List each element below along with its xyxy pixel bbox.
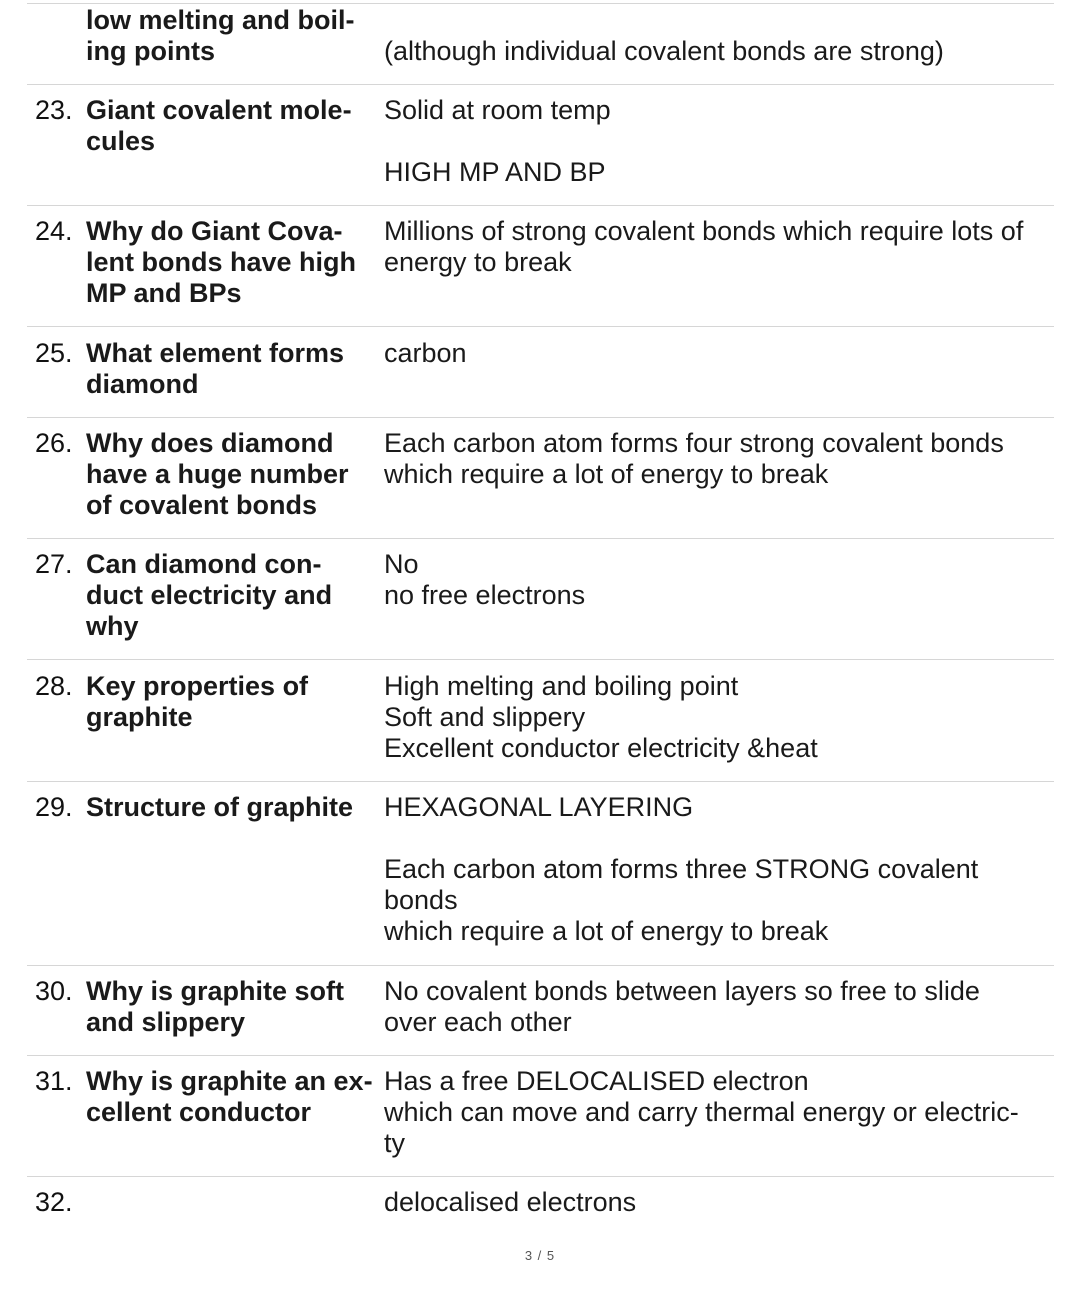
- definition-text: Each carbon atom forms four strong covalent bonds which require a lot of energy to break: [384, 428, 1004, 489]
- top-divider: [27, 3, 1054, 4]
- flashcard-row: [27, 792, 1054, 966]
- flashcard-row: [27, 5, 1054, 85]
- row-number: 27.: [35, 549, 73, 579]
- term-text: Key properties of graphite: [86, 671, 309, 732]
- term-text: low melting and boil- ing points: [86, 5, 355, 66]
- flashcard-row: [27, 1187, 1054, 1247]
- term-text: Why does diamond have a huge number of covalent bonds: [86, 428, 349, 520]
- definition-text: (although individual covalent bonds are strong): [384, 36, 944, 66]
- term-text: Giant covalent mole- cules: [86, 95, 352, 156]
- flashcard-row: [27, 338, 1054, 418]
- definition-text: HEXAGONAL LAYERING Each carbon atom forms three STRONG covalent bonds which require a lot of energy to break: [384, 792, 979, 946]
- flashcard-row: [27, 549, 1054, 660]
- term-text: Why do Giant Cova- lent bonds have high MP and BPs: [86, 216, 357, 308]
- definition-text: No no free electrons: [384, 549, 586, 610]
- page-indicator: 3 / 5: [524, 1248, 556, 1263]
- definition-text: No covalent bonds between layers so free to slide over each other: [384, 976, 980, 1037]
- term-text: What element forms diamond: [86, 338, 345, 399]
- term-text: Structure of graphite: [86, 792, 354, 822]
- row-number: 32.: [35, 1187, 73, 1217]
- row-number: 30.: [35, 976, 73, 1006]
- flashcard-row: [27, 95, 1054, 206]
- term-text: Why is graphite an ex- cellent conductor: [86, 1066, 373, 1127]
- flashcard-row: [27, 216, 1054, 327]
- definition-text: High melting and boiling point Soft and slippery Excellent conductor electricity &heat: [384, 671, 818, 763]
- definition-text: Millions of strong covalent bonds which require lots of energy to break: [384, 216, 1024, 277]
- definition-text: Solid at room temp HIGH MP AND BP: [384, 95, 611, 187]
- row-number: 31.: [35, 1066, 73, 1096]
- term-text: Can diamond con- duct electricity and why: [86, 549, 333, 641]
- flashcard-row: [27, 976, 1054, 1056]
- row-number: 23.: [35, 95, 73, 125]
- term-text: Why is graphite soft and slippery: [86, 976, 345, 1037]
- row-number: 26.: [35, 428, 73, 458]
- row-number: 25.: [35, 338, 73, 368]
- definition-text: Has a free DELOCALISED electron which can move and carry thermal energy or electric- ty: [384, 1066, 1019, 1158]
- flashcard-row: [27, 1066, 1054, 1177]
- row-number: 29.: [35, 792, 73, 822]
- row-number: 28.: [35, 671, 73, 701]
- flashcard-row: [27, 428, 1054, 539]
- flashcard-row: [27, 671, 1054, 782]
- definition-text: carbon: [384, 338, 467, 368]
- definition-text: delocalised electrons: [384, 1187, 637, 1217]
- row-number: 24.: [35, 216, 73, 246]
